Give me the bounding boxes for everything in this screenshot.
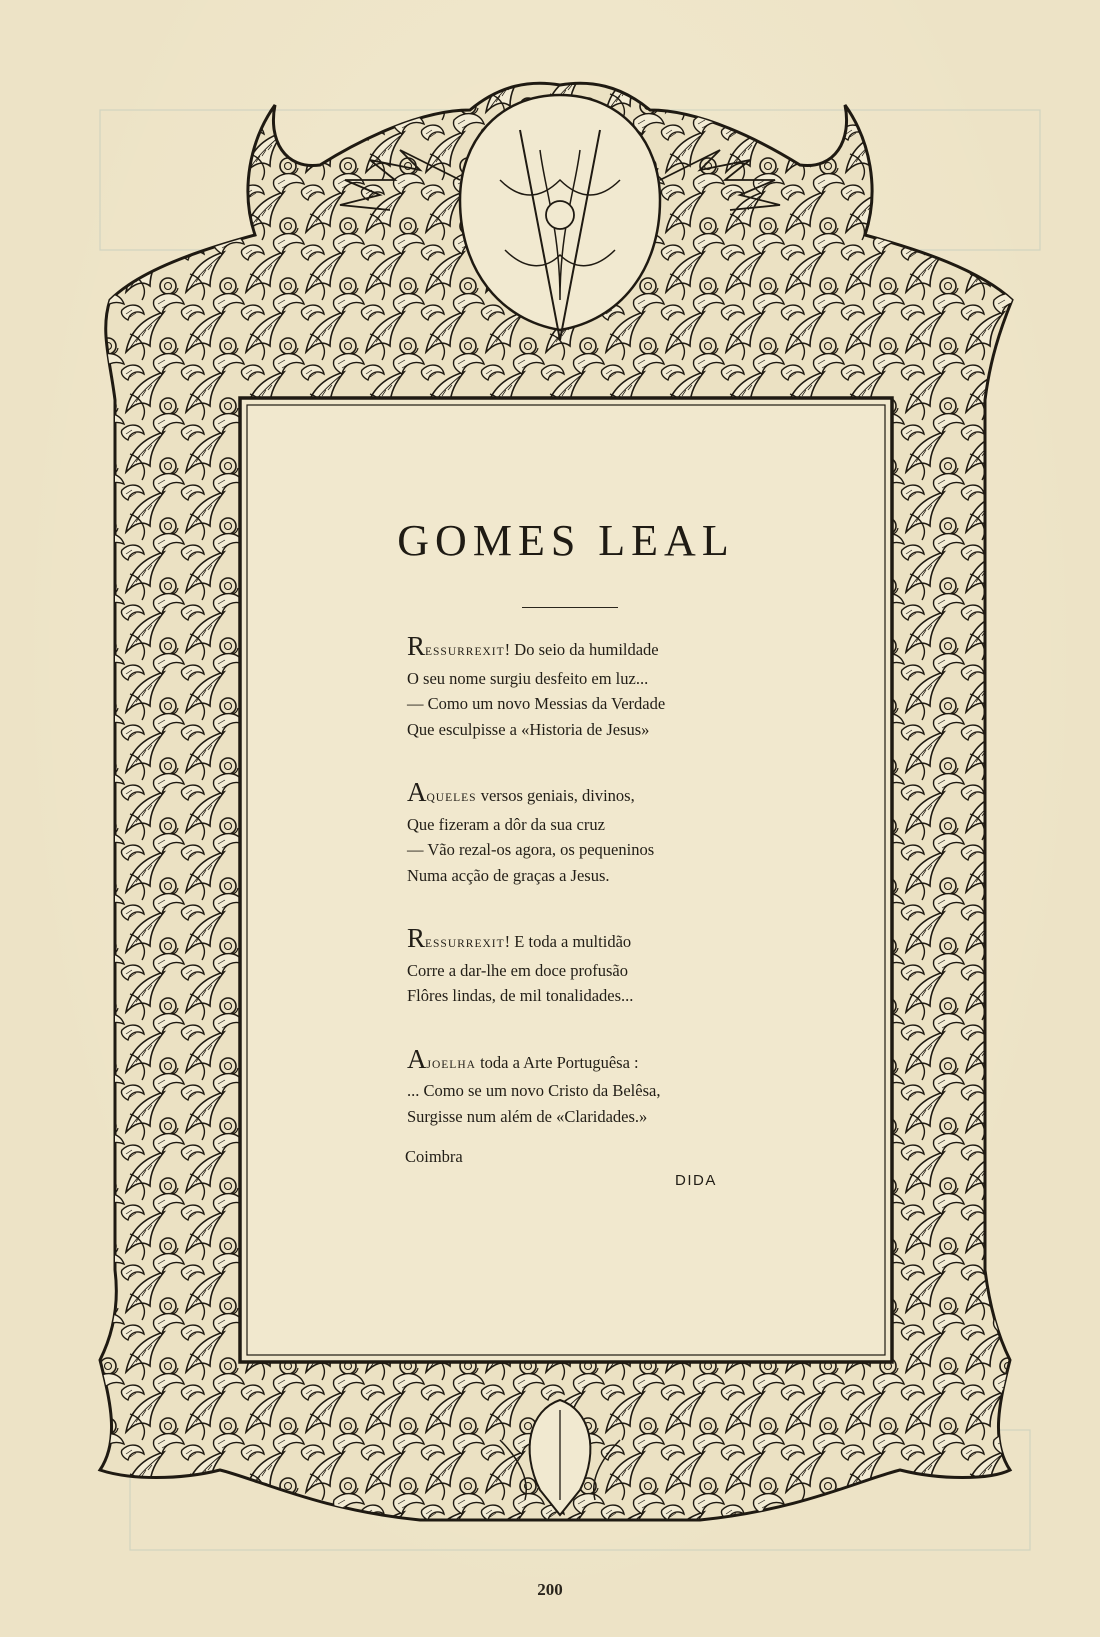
poem	[407, 631, 787, 1170]
place-name: Coimbra	[405, 1147, 463, 1166]
small-caps-lead: ESSURREXIT	[425, 938, 505, 950]
poem-line: ... Como se um novo Cristo da Belêsa,	[407, 1081, 661, 1100]
small-caps-lead: JOELHA	[426, 1058, 476, 1071]
poem-line: — Vão rezal-os agora, os pequeninos	[407, 840, 655, 859]
stanza-4	[407, 1043, 787, 1130]
poem-line	[407, 777, 787, 812]
stanza-2	[407, 777, 787, 888]
text-panel	[247, 405, 885, 1355]
drop-capital: A	[407, 1043, 427, 1074]
poem-line: Flôres lindas, de mil tonalidades...	[407, 986, 634, 1005]
small-caps-lead: QUELES	[426, 792, 477, 804]
author-signature: DIDA	[675, 1172, 717, 1189]
poem-line: Que fizeram a dôr da sua cruz	[407, 814, 605, 834]
poem-line: Numa acção de graças a Jesus.	[407, 865, 610, 885]
poem-line: Surgisse num além de «Claridades.»	[407, 1106, 648, 1126]
poem-line: — Como um novo Messias da Verdade	[407, 694, 666, 713]
stanza-1	[407, 631, 787, 742]
stanza-3	[407, 923, 787, 1009]
line-text: toda a Arte Portuguêsa :	[475, 1052, 639, 1072]
line-text: ! E toda a multidão	[504, 932, 632, 951]
line-text: ! Do seio da humildade	[504, 640, 659, 659]
poem-line: Corre a dar-lhe em doce profusão	[407, 960, 628, 980]
poem-line: O seu nome surgiu desfeito em luz...	[407, 668, 649, 688]
poem-line	[407, 1043, 787, 1079]
drop-capital: A	[407, 777, 427, 807]
poem-line	[407, 631, 787, 666]
poem-line: Que esculpisse a «Historia de Jesus»	[407, 719, 650, 739]
small-caps-lead: ESSURREXIT	[425, 646, 505, 658]
page-title: GOMES LEAL	[397, 516, 735, 565]
line-text: versos geniais, divinos,	[476, 786, 635, 805]
drop-capital: R	[407, 631, 426, 661]
drop-capital: R	[407, 923, 426, 953]
poem-line	[407, 923, 787, 958]
page-number: 200	[537, 1580, 563, 1599]
title-rule	[522, 607, 618, 608]
